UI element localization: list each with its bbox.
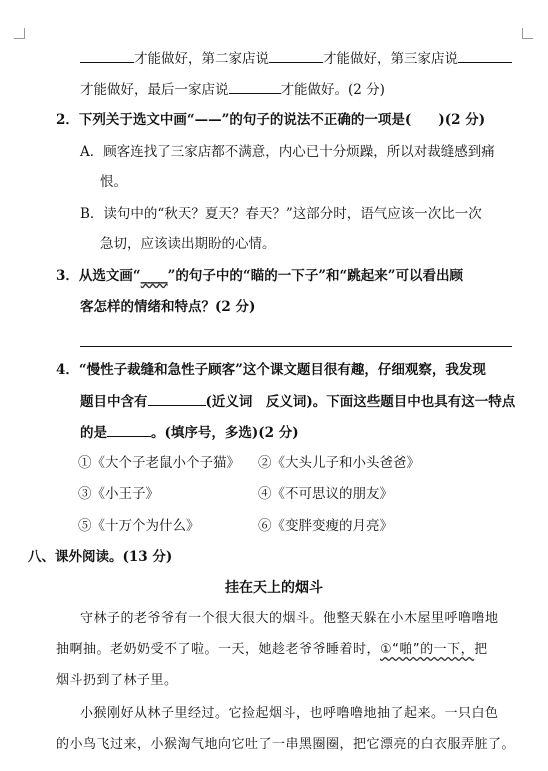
- answer-blank[interactable]: [269, 48, 323, 63]
- section-heading: 八、课外阅读。(13 分): [28, 549, 173, 565]
- q4-option-3: ③《小王子》: [78, 486, 159, 502]
- corner-mark-top-right: [522, 28, 533, 39]
- corner-mark-top-left: [14, 28, 25, 39]
- marked-phrase: ①“啪”的一下，: [380, 642, 475, 657]
- answer-blank[interactable]: [107, 422, 151, 437]
- question-4: 4．“慢性子裁缝和急性子顾客”这个课文题目很有趣，仔细观察，我发现: [56, 362, 486, 378]
- q2-option-b-line-2: 急切，应该读出期盼的心情。: [100, 236, 276, 252]
- story-paragraph-1-line-2: 抽啊抽。老奶奶受不了啦。一天，她趁老爷爷睡着时，①“啪”的一下，把: [56, 642, 488, 657]
- top-line-1: 才能做好，第二家店说 才能做好，第三家店说: [80, 48, 512, 69]
- story-paragraph-2-line-1: 小猴刚好从林子里经过。它捡起烟斗，也呼噜噜地抽了起来。一只白色: [80, 706, 499, 721]
- question-4-line-3: 的是 。(填序号，多选)(2 分): [80, 422, 299, 443]
- q2-option-a-line-2: 恨。: [100, 174, 127, 190]
- top-line-2: 才能做好，最后一家店说 才能做好。(2 分): [80, 79, 385, 100]
- answer-blank[interactable]: [80, 48, 134, 63]
- q4-option-6: ⑥《变胖变瘦的月亮》: [258, 518, 393, 534]
- q4-option-1: ①《大个子老鼠小个子猫》: [78, 455, 240, 471]
- story-paragraph-2-line-2: 的小鸟飞过来，小猴淘气地向它吐了一串黑圈圈，把它漂亮的白衣服弄脏了。: [56, 737, 516, 752]
- answer-blank[interactable]: [229, 79, 281, 94]
- answer-blank[interactable]: [458, 48, 512, 63]
- question-3-line-2: 客怎样的情绪和特点？(2 分): [80, 299, 256, 315]
- q3-answer-line[interactable]: [80, 346, 512, 347]
- question-3: 3．从选文画“____”的句子中的“瞄的一下子”和“跳起来”可以看出顾: [56, 268, 463, 284]
- q4-option-2: ②《大头儿子和小头爸爸》: [258, 455, 420, 471]
- answer-blank[interactable]: [148, 391, 206, 406]
- wavy-underline-mark: ____: [140, 268, 168, 284]
- q4-option-4: ④《不可思议的朋友》: [258, 486, 393, 502]
- story-paragraph-1-line-3: 烟斗扔到了林子里。: [56, 673, 178, 688]
- story-title: 挂在天上的烟斗: [225, 580, 323, 596]
- question-4-line-2: 题目中含有 (近义词 反义词)。下面这些题目中也具有这一特点: [80, 391, 515, 412]
- q4-option-5: ⑤《十万个为什么》: [78, 518, 200, 534]
- story-paragraph-1-line-1: 守林子的老爷爷有一个很大很大的烟斗。他整天躲在小木屋里呼噜噜地: [80, 611, 499, 626]
- question-2: 2．下列关于选文中画“——”的句子的说法不正确的一项是( )(2 分): [56, 112, 486, 128]
- q2-option-a-line-1: A．顾客连找了三家店都不满意，内心已十分烦躁，所以对裁缝感到痛: [80, 144, 495, 160]
- q2-option-b-line-1: B．读句中的“秋天？夏天？春天？”这部分时，语气应该一次比一次: [80, 206, 482, 222]
